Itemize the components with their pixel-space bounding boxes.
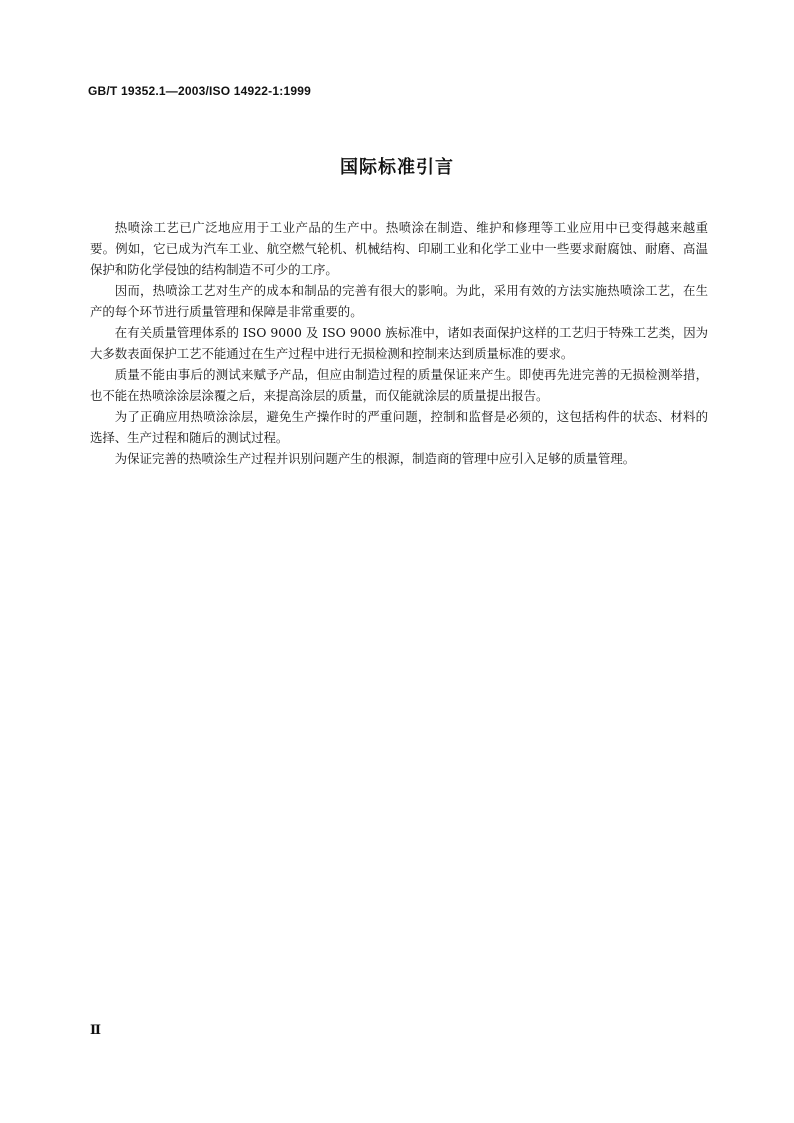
- paragraph-2: 因而，热喷涂工艺对生产的成本和制品的完善有很大的影响。为此，采用有效的方法实施热喷涂工艺，在生产的每个环节进行质量管理和保障是非常重要的。: [90, 283, 708, 319]
- body-text: [90, 217, 708, 469]
- paragraph-5: 为了正确应用热喷涂涂层，避免生产操作时的严重问题，控制和监督是必须的，这包括构件的状态、材料的选择、生产过程和随后的测试过程。: [90, 409, 708, 445]
- page-number: Ⅱ: [90, 1022, 101, 1037]
- page-title: 国际标准引言: [340, 157, 454, 178]
- paragraph-4: 质量不能由事后的测试来赋予产品，但应由制造过程的质量保证来产生。即使再先进完善的无损检测举措，也不能在热喷涂涂层涂覆之后，来提高涂层的质量，而仅能就涂层的质量提出报告。: [90, 367, 708, 403]
- paragraph-6: 为保证完善的热喷涂生产过程并识别问题产生的根源，制造商的管理中应引入足够的质量管理。: [114, 451, 636, 466]
- paragraph-1: 热喷涂工艺已广泛地应用于工业产品的生产中。热喷涂在制造、维护和修理等工业应用中已变得越来越重要。例如，它已成为汽车工业、航空燃气轮机、机械结构、印刷工业和化学工业中一些要求耐腐蚀、耐磨、高温保护和防化学侵蚀的结构制造不可少的工序。: [90, 220, 708, 277]
- paragraph-3: 在有关质量管理体系的 ISO 9000 及 ISO 9000 族标准中，诸如表面保护这样的工艺归于特殊工艺类，因为大多数表面保护工艺不能通过在生产过程中进行无损检测和控制来达到质量标准的要求。: [90, 325, 708, 361]
- standard-number: GB/T 19352.1—2003/ISO 14922-1:1999: [88, 84, 311, 98]
